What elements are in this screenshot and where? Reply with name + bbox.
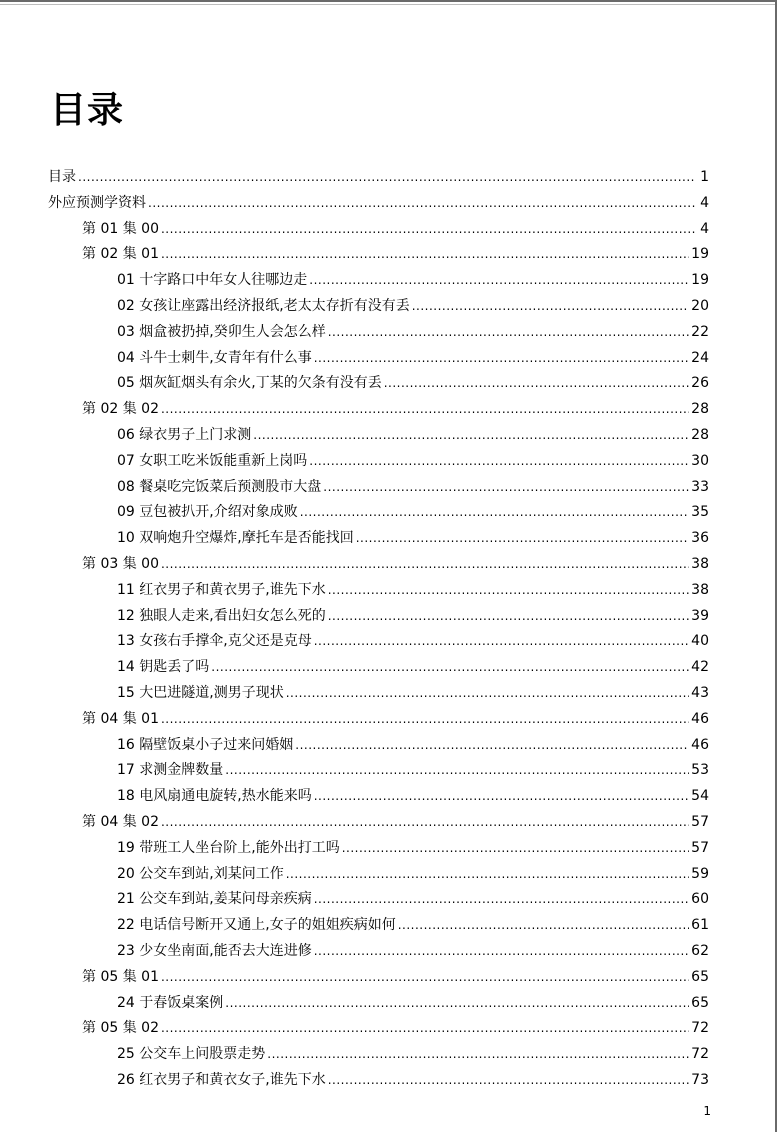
toc-entry-page: 62: [691, 942, 709, 959]
toc-dot-leader: [314, 346, 689, 372]
toc-entry[interactable]: [48, 836, 709, 862]
toc-entry-page: 1: [700, 169, 709, 185]
toc-entry-title: 03 烟盒被扔掉,癸卯生人会怎么样: [117, 323, 326, 340]
toc-entry-title: 第 05 集 01: [82, 968, 159, 985]
toc-dot-leader: [300, 500, 689, 526]
toc-dot-leader: [342, 836, 689, 862]
toc-entry[interactable]: [48, 346, 709, 372]
toc-entry[interactable]: [48, 784, 709, 810]
toc-entry-title: 07 女职工吃米饭能重新上岗吗: [117, 452, 308, 469]
toc-entry-title: 15 大巴进隧道,测男子现状: [117, 684, 284, 701]
toc-entry-title: 25 公交车上问股票走势: [117, 1046, 266, 1063]
toc-entry-title: 17 求测金牌数量: [117, 762, 224, 779]
toc-entry-title: 08 餐桌吃完饭菜后预测股市大盘: [117, 478, 322, 495]
toc-entry-title: 24 于春饭桌案例: [117, 994, 224, 1011]
toc-dot-leader: [356, 526, 689, 552]
toc-entry-page: 19: [691, 246, 709, 263]
toc-dot-leader: [286, 862, 689, 888]
toc-entry-page: 28: [691, 401, 709, 418]
toc-entry[interactable]: [48, 294, 709, 320]
toc-entry-page: 61: [691, 917, 709, 934]
toc-entry-page: 60: [691, 891, 709, 908]
toc-entry-page: 42: [691, 659, 709, 676]
toc-entry[interactable]: [48, 526, 709, 552]
toc-entry[interactable]: [48, 1042, 709, 1068]
toc-entry[interactable]: [48, 397, 709, 423]
toc-entry-title: 16 隔壁饭桌小子过来问婚姻: [117, 736, 294, 753]
toc-entry[interactable]: [48, 320, 709, 346]
toc-entry[interactable]: [48, 165, 709, 191]
toc-entry-page: 46: [691, 736, 709, 753]
toc-entry-title: 06 绿衣男子上门求测: [117, 426, 252, 443]
toc-entry-page: 26: [691, 375, 709, 392]
toc-dot-leader: [286, 681, 689, 707]
toc-dot-leader: [412, 294, 689, 320]
toc-entry-title: 第 02 集 02: [82, 401, 159, 418]
toc-dot-leader: [328, 604, 689, 630]
toc-entry-page: 33: [691, 478, 709, 495]
toc-entry-title: 13 女孩右手撑伞,克父还是克母: [117, 633, 312, 650]
toc-dot-leader: [225, 991, 689, 1017]
toc-entry-title: 第 05 集 02: [82, 1020, 159, 1037]
toc-entry[interactable]: [48, 733, 709, 759]
toc-dot-leader: [267, 1042, 689, 1068]
toc-dot-leader: [161, 707, 689, 733]
toc-entry[interactable]: [48, 1068, 709, 1094]
toc-entry-title: 第 02 集 01: [82, 246, 159, 263]
table-of-contents: [48, 165, 709, 1094]
toc-entry[interactable]: [48, 758, 709, 784]
toc-entry-page: 73: [691, 1071, 709, 1088]
toc-entry-title: 12 独眼人走来,看出妇女怎么死的: [117, 607, 326, 624]
toc-entry-title: 10 双响炮升空爆炸,摩托车是否能找回: [117, 530, 354, 547]
toc-entry[interactable]: [48, 862, 709, 888]
toc-dot-leader: [328, 1068, 689, 1094]
toc-entry-page: 22: [691, 323, 709, 340]
toc-entry-title: 02 女孩让座露出经济报纸,老太太存折有没有丢: [117, 297, 410, 314]
toc-entry[interactable]: [48, 423, 709, 449]
toc-entry-title: 19 带班工人坐台阶上,能外出打工吗: [117, 839, 340, 856]
toc-dot-leader: [314, 887, 689, 913]
toc-dot-leader: [253, 423, 689, 449]
toc-entry[interactable]: [48, 242, 709, 268]
toc-entry-page: 43: [691, 684, 709, 701]
toc-entry-title: 09 豆包被扒开,介绍对象成败: [117, 504, 298, 521]
toc-dot-leader: [161, 217, 695, 243]
toc-entry-page: 28: [691, 426, 709, 443]
toc-entry-page: 30: [691, 452, 709, 469]
toc-entry-title: 26 红衣男子和黄衣女子,谁先下水: [117, 1071, 326, 1088]
toc-entry-page: 72: [691, 1020, 709, 1037]
toc-entry-page: 4: [700, 220, 709, 237]
toc-entry-title: 11 红衣男子和黄衣男子,谁先下水: [117, 581, 326, 598]
toc-dot-leader: [161, 397, 689, 423]
toc-entry-title: 第 04 集 02: [82, 813, 159, 830]
toc-dot-leader: [211, 655, 689, 681]
toc-entry[interactable]: [48, 191, 709, 217]
toc-dot-leader: [295, 733, 689, 759]
toc-entry[interactable]: [48, 552, 709, 578]
page-title: 目录: [50, 90, 125, 131]
toc-entry-page: 65: [691, 968, 709, 985]
toc-entry-title: 04 斗牛士刺牛,女青年有什么事: [117, 349, 312, 366]
toc-dot-leader: [398, 913, 689, 939]
toc-entry[interactable]: [48, 965, 709, 991]
toc-dot-leader: [328, 578, 689, 604]
toc-dot-leader: [161, 552, 689, 578]
toc-entry-page: 20: [691, 297, 709, 314]
toc-entry[interactable]: [48, 371, 709, 397]
toc-entry-title: 外应预测学资料: [48, 194, 146, 211]
toc-dot-leader: [161, 242, 689, 268]
toc-entry[interactable]: [48, 655, 709, 681]
toc-entry[interactable]: [48, 810, 709, 836]
toc-entry[interactable]: [48, 449, 709, 475]
toc-entry[interactable]: [48, 578, 709, 604]
toc-entry-title: 23 少女坐南面,能否去大连进修: [117, 942, 312, 959]
toc-dot-leader: [384, 371, 689, 397]
toc-entry[interactable]: [48, 1016, 709, 1042]
toc-entry-page: 72: [691, 1046, 709, 1063]
toc-dot-leader: [161, 1016, 689, 1042]
toc-entry-page: 53: [691, 762, 709, 779]
toc-entry[interactable]: [48, 475, 709, 501]
toc-entry-title: 05 烟灰缸烟头有余火,丁某的欠条有没有丢: [117, 375, 382, 392]
toc-entry-title: 目录: [48, 169, 76, 185]
toc-dot-leader: [314, 629, 689, 655]
toc-entry-page: 65: [691, 994, 709, 1011]
toc-entry[interactable]: [48, 913, 709, 939]
toc-entry[interactable]: [48, 707, 709, 733]
toc-entry-page: 35: [691, 504, 709, 521]
toc-entry[interactable]: [48, 887, 709, 913]
toc-entry-page: 57: [691, 813, 709, 830]
toc-dot-leader: [314, 784, 689, 810]
footer-page-number: 1: [703, 1104, 711, 1118]
toc-entry-title: 21 公交车到站,姜某问母亲疾病: [117, 891, 312, 908]
toc-dot-leader: [78, 165, 695, 191]
toc-dot-leader: [161, 810, 689, 836]
toc-entry[interactable]: [48, 500, 709, 526]
toc-entry-title: 第 01 集 00: [82, 220, 159, 237]
toc-entry-page: 4: [700, 194, 709, 211]
toc-dot-leader: [328, 320, 689, 346]
toc-entry[interactable]: [48, 217, 709, 243]
toc-entry[interactable]: [48, 268, 709, 294]
toc-entry-title: 第 04 集 01: [82, 710, 159, 727]
toc-entry[interactable]: [48, 604, 709, 630]
toc-entry[interactable]: [48, 629, 709, 655]
toc-dot-leader: [309, 268, 689, 294]
toc-entry-title: 01 十字路口中年女人往哪边走: [117, 272, 308, 289]
toc-entry-page: 54: [691, 788, 709, 805]
toc-entry-page: 40: [691, 633, 709, 650]
toc-entry-page: 24: [691, 349, 709, 366]
toc-entry-title: 22 电话信号断开又通上,女子的姐姐疾病如何: [117, 917, 396, 934]
toc-entry-title: 20 公交车到站,刘某问工作: [117, 865, 284, 882]
toc-entry-page: 46: [691, 710, 709, 727]
toc-dot-leader: [148, 191, 695, 217]
toc-entry-page: 39: [691, 607, 709, 624]
toc-entry[interactable]: [48, 991, 709, 1017]
toc-dot-leader: [314, 939, 689, 965]
toc-entry-page: 57: [691, 839, 709, 856]
toc-entry-page: 38: [691, 555, 709, 572]
toc-dot-leader: [225, 758, 689, 784]
toc-entry[interactable]: [48, 681, 709, 707]
toc-entry-page: 19: [691, 272, 709, 289]
toc-dot-leader: [323, 475, 689, 501]
toc-entry[interactable]: [48, 939, 709, 965]
toc-entry-page: 59: [691, 865, 709, 882]
toc-dot-leader: [161, 965, 689, 991]
toc-entry-title: 18 电风扇通电旋转,热水能来吗: [117, 788, 312, 805]
toc-entry-page: 36: [691, 530, 709, 547]
toc-entry-title: 第 03 集 00: [82, 555, 159, 572]
toc-entry-page: 38: [691, 581, 709, 598]
toc-entry-title: 14 钥匙丢了吗: [117, 659, 210, 676]
toc-dot-leader: [309, 449, 689, 475]
